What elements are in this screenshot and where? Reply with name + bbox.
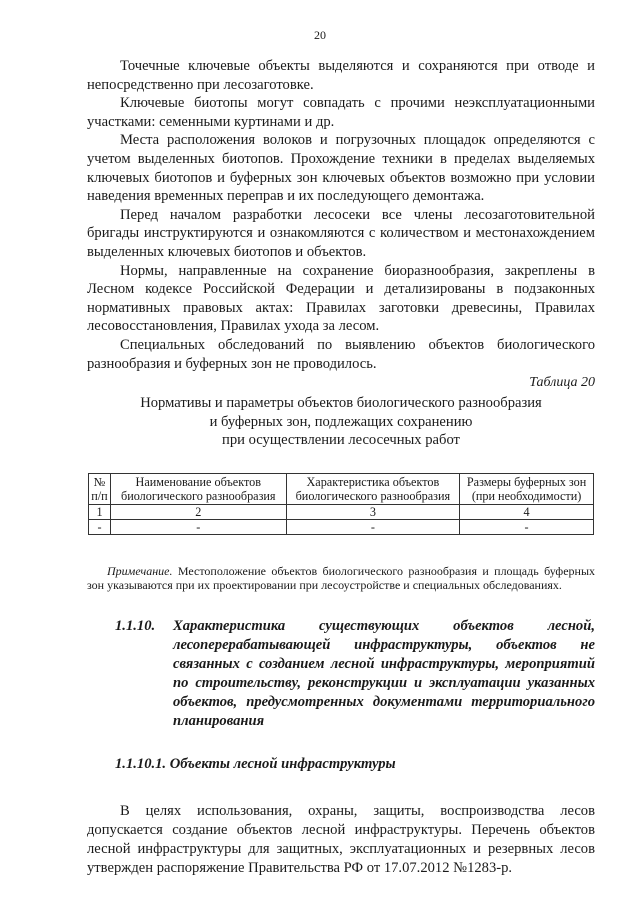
table-cell: 1: [89, 504, 111, 519]
table-cell: -: [110, 519, 286, 534]
paragraph: Специальных обследований по выявлению объектов биологического разнообразия и буферных зон не проводилось.: [87, 336, 595, 372]
table-cell: 4: [460, 504, 594, 519]
paragraph: В целях использования, охраны, защиты, воспроизводства лесов допускается создание объектов лесной инфраструктуры. Перечень объектов лесной инфраструктуры для защитных, эксплуатационных и резервных лесов утвержден распоряжение Правительства РФ от 17.07.2012 №1283-р.: [87, 803, 595, 877]
table-title-line: Нормативы и параметры объектов биологического разнообразия: [140, 395, 542, 412]
table-cell: 2: [110, 504, 286, 519]
table-title-line: и буферных зон, подлежащих сохранению: [209, 413, 473, 430]
table-cell: -: [286, 519, 460, 534]
section-number: 1.1.10.: [115, 618, 156, 635]
table-note: [87, 564, 595, 593]
table-numbering-row: [89, 504, 594, 519]
document-body: [87, 57, 595, 878]
section-heading-1-1-10: [87, 617, 595, 731]
table-cell: -: [89, 519, 111, 534]
table-header-row: [89, 473, 594, 504]
biodiversity-norms-table: [88, 473, 594, 535]
paragraph: Перед началом разработки лесосеки все члены лесозаготовительной бригады инструктируются и ознакомляются с количеством и местонахождением выделенных ключевых биотопов и объектов.: [87, 206, 595, 260]
section-heading-1-1-10-1: 1.1.10.1. Объекты лесной инфраструктуры: [115, 756, 396, 773]
note-label: Примечание.: [107, 563, 173, 578]
table-row: [89, 519, 594, 534]
note-text: Местоположение объектов биологического разнообразия и площадь буферных зон указываются при их проектировании при лесоустройстве и специальных обследованиях.: [87, 563, 595, 593]
table-label: Таблица 20: [529, 375, 595, 391]
section-title: Характеристика существующих объектов лесной, лесоперерабатывающей инфраструктуры, объектов не связанных с созданием лесной инфраструктуры, мероприятий по строительству, реконструкции и эксплуатации указанных объектов, предусмотренных документами территориального планирования: [173, 618, 595, 730]
header-cell-number: № п/п: [89, 473, 111, 504]
page-number: 20: [314, 28, 326, 42]
table-title: [87, 394, 595, 450]
final-section: [87, 802, 595, 878]
table-title-line: при осуществлении лесосечных работ: [222, 432, 460, 449]
paragraph: Точечные ключевые объекты выделяются и сохраняются при отводе и непосредственно при лесозаготовке.: [87, 58, 595, 93]
header-cell-object-name: Наименование объектов биологического разнообразия: [110, 473, 286, 504]
paragraph: Места расположения волоков и погрузочных площадок определяются с учетом выделенных биотопов. Прохождение техники в пределах выделяемых ключевых биотопов и буферных зон ключевых объектов возможно при условии наведения временных переправ и их последующего демонтажа.: [87, 132, 595, 205]
paragraph: Нормы, направленные на сохранение биоразнообразия, закреплены в Лесном кодексе Российской Федерации и детализированы в подзаконных нормативных правовых актах: Правилах заготовки древесины, Правилах лесовосстановления, Правилах ухода за лесом.: [87, 262, 595, 335]
header-cell-characteristics: Характеристика объектов биологического разнообразия: [286, 473, 460, 504]
paragraph: Ключевые биотопы могут совпадать с прочими неэксплуатационными участками: семенными куртинами и др.: [87, 95, 595, 130]
header-cell-buffer-size: Размеры буферных зон (при необходимости): [460, 473, 594, 504]
table-cell: 3: [286, 504, 460, 519]
table-cell: -: [460, 519, 594, 534]
